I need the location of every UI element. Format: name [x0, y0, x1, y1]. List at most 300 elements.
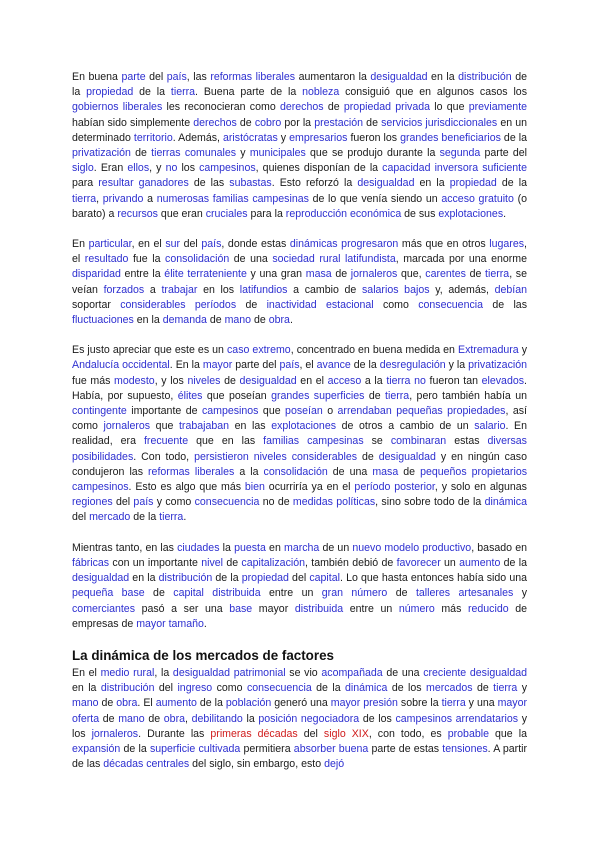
text-run: , el — [299, 359, 317, 372]
glossary-link[interactable]: diversas posibilidades — [72, 435, 527, 463]
glossary-link[interactable]: mercado — [89, 511, 131, 524]
glossary-link[interactable]: consecuencia — [194, 496, 260, 509]
text-run: de — [236, 116, 255, 129]
glossary-link[interactable]: base — [229, 602, 253, 615]
glossary-link[interactable]: campesinos — [199, 162, 256, 175]
text-run: y la — [445, 359, 469, 372]
glossary-link[interactable]: nivel — [201, 556, 224, 569]
text-run: de — [398, 465, 421, 478]
glossary-link[interactable]: privando — [102, 192, 144, 205]
glossary-link[interactable]: número — [398, 602, 435, 615]
text-run: para — [72, 177, 99, 190]
text-run: consiguió que en algunos casos los — [339, 86, 527, 99]
glossary-link[interactable]: no — [165, 162, 178, 175]
glossary-link[interactable]: consecuencia — [418, 298, 484, 311]
glossary-link[interactable]: dinámica — [484, 496, 527, 509]
glossary-link[interactable]: nuevo modelo productivo — [352, 541, 472, 554]
text-run: y — [277, 131, 290, 144]
text-run: de — [130, 147, 152, 160]
glossary-link[interactable]: favorecer — [396, 556, 441, 569]
glossary-link[interactable]: país — [133, 496, 154, 509]
text-run: de los — [387, 682, 427, 695]
glossary-link[interactable]: obra — [163, 712, 185, 725]
glossary-link[interactable]: ellos — [127, 162, 150, 175]
text-run: entre un — [260, 587, 322, 600]
text-run: , el — [72, 238, 527, 266]
text-run: no de — [259, 496, 293, 509]
glossary-link[interactable]: lugares — [489, 238, 525, 251]
glossary-link[interactable]: debilitando — [191, 712, 243, 725]
text-run: de — [144, 587, 174, 600]
text-run: les reconocieran como — [162, 101, 280, 114]
text-run: ocurriría ya en el — [264, 481, 355, 494]
glossary-link[interactable]: empresarios — [289, 131, 348, 144]
text-run: del siglo, sin embargo, esto — [189, 758, 325, 771]
text-run: se vio — [285, 666, 322, 679]
glossary-link[interactable]: inactividad estacional — [266, 298, 374, 311]
text-run: , concentrado en buena medida en — [290, 344, 458, 357]
text-run: , — [96, 192, 103, 205]
text-run: Mientras tanto, en las — [72, 541, 178, 554]
text-run: se — [363, 435, 391, 448]
glossary-link[interactable]: capacidad inversora suficiente — [382, 162, 527, 175]
glossary-link[interactable]: acceso — [327, 374, 362, 387]
text-run: fue la — [128, 253, 166, 266]
paragraph-mercados-factores — [72, 666, 527, 772]
glossary-link[interactable]: jornaleros — [103, 420, 151, 433]
glossary-link[interactable]: puesta — [234, 541, 266, 554]
text-run: . A partir de las — [72, 742, 528, 771]
text-run: de lo que venía siendo un — [308, 192, 442, 205]
text-run: y — [236, 147, 250, 160]
glossary-link[interactable]: contingente — [72, 405, 127, 418]
glossary-link[interactable]: carentes — [425, 268, 466, 281]
glossary-link[interactable]: privatización — [72, 147, 131, 160]
text-run: sobre la — [397, 697, 442, 710]
glossary-link[interactable]: aumento — [459, 556, 501, 569]
text-run: de empresas de — [72, 602, 527, 630]
text-run: . Buena parte de la — [195, 86, 303, 99]
glossary-link[interactable]: Extremadura — [458, 344, 519, 357]
text-run: de — [364, 389, 386, 402]
text-run: a — [143, 192, 157, 205]
glossary-link[interactable]: tierra — [441, 697, 466, 710]
text-run: que — [150, 420, 179, 433]
text-run: de la — [500, 131, 527, 144]
text-run: , y — [149, 162, 166, 175]
glossary-link[interactable]: masa — [372, 465, 399, 478]
text-run: en un determinado — [72, 116, 528, 144]
glossary-link[interactable]: talleres artesanales — [415, 587, 514, 600]
text-run: de una — [229, 253, 273, 266]
glossary-link[interactable]: tierra — [493, 682, 518, 695]
text-run: de la — [311, 682, 346, 695]
text-run: , — [184, 712, 192, 725]
glossary-link[interactable]: gobiernos liberales — [72, 101, 163, 114]
glossary-link[interactable]: explotaciones — [438, 207, 504, 220]
glossary-link[interactable]: mano — [118, 712, 145, 725]
glossary-link[interactable]: desigualdad — [357, 177, 415, 190]
glossary-link[interactable]: distribución — [458, 71, 512, 83]
text-run: y en ningún caso condujeron las — [72, 450, 527, 478]
text-run: , así como — [72, 405, 528, 433]
text-run: la — [219, 541, 235, 554]
glossary-link[interactable]: prestación — [314, 116, 364, 129]
glossary-link[interactable]: desigualdad — [72, 572, 130, 585]
text-run: como — [373, 298, 419, 311]
glossary-link[interactable]: capitalización — [241, 556, 306, 569]
glossary-link[interactable]: comerciantes — [72, 602, 135, 615]
glossary-link[interactable]: trabajaban — [178, 420, 230, 433]
glossary-link[interactable]: sociedad rural latifundista — [272, 253, 396, 266]
glossary-link[interactable]: servicios jurisdiccionales — [381, 116, 498, 129]
text-run: , y los — [154, 374, 188, 387]
glossary-link[interactable]: probable — [447, 727, 489, 740]
paragraph-ciudades — [72, 541, 527, 632]
glossary-link[interactable]: frecuente — [143, 435, 189, 448]
glossary-link[interactable]: demanda — [162, 314, 207, 327]
glossary-link[interactable]: mayor tamaño — [136, 617, 204, 630]
text-run: por la — [281, 116, 315, 129]
glossary-link[interactable]: familias campesinas — [263, 435, 364, 448]
text-run: que poseían — [202, 389, 272, 402]
glossary-link[interactable]: obra — [268, 314, 290, 327]
text-run: de otros a cambio de un — [336, 420, 475, 433]
text-run: a la — [361, 374, 387, 387]
text-run: que, — [397, 268, 426, 281]
glossary-link[interactable]: masa — [305, 268, 332, 281]
text-run: que — [258, 405, 286, 418]
text-run: . Esto es algo que más — [128, 481, 245, 494]
glossary-link[interactable]: segunda — [439, 147, 481, 160]
text-run: de — [251, 314, 269, 327]
text-run: mayor — [252, 602, 295, 615]
text-run: más — [434, 602, 468, 615]
glossary-link[interactable]: siglo — [72, 162, 94, 175]
text-run: , pero también había un — [409, 389, 527, 402]
glossary-link[interactable]: tierra — [159, 511, 184, 524]
glossary-link[interactable]: aristócratas — [223, 131, 278, 144]
text-run: . Eran — [93, 162, 128, 175]
paragraph-reformas-liberales — [72, 70, 527, 222]
text-run: Es justo apreciar que este es un — [72, 344, 227, 357]
glossary-link[interactable]: distribución — [100, 682, 155, 695]
text-run: , también debió de — [305, 556, 397, 569]
text-run: en los — [197, 283, 240, 296]
glossary-link[interactable]: particular — [88, 238, 132, 251]
text-run: . — [503, 207, 507, 220]
text-run: parte del — [232, 359, 280, 372]
text-run: . Además, — [172, 131, 224, 144]
glossary-link[interactable]: élite terrateniente — [164, 268, 247, 281]
glossary-link[interactable]: no — [414, 374, 426, 387]
glossary-link[interactable]: tierra — [485, 268, 510, 281]
glossary-link[interactable]: forzados — [103, 283, 145, 296]
text-run: pasó a ser una — [135, 602, 230, 615]
glossary-link[interactable]: campesinos — [201, 405, 259, 418]
glossary-link[interactable]: desigualdad — [239, 374, 297, 387]
glossary-link[interactable]: previamente — [468, 101, 528, 114]
glossary-link[interactable]: derechos — [279, 101, 324, 114]
text-run: de — [236, 298, 267, 311]
text-run: y los — [72, 712, 528, 740]
text-run: del — [145, 71, 167, 83]
text-run: de una — [327, 465, 373, 478]
glossary-link[interactable]: tierras comunales — [151, 147, 237, 160]
glossary-link[interactable]: explotaciones — [271, 420, 337, 433]
text-run: y como — [153, 496, 195, 509]
glossary-link[interactable]: sur — [165, 238, 181, 251]
text-run: , se veían — [72, 268, 527, 296]
glossary-link[interactable]: élites — [177, 389, 203, 402]
glossary-link[interactable]: posición negociadora — [258, 712, 360, 725]
glossary-link[interactable]: poseían — [285, 405, 323, 418]
text-run: de la — [350, 359, 380, 372]
glossary-link[interactable]: desigualdad — [370, 71, 428, 83]
glossary-link[interactable]: cobro — [254, 116, 282, 129]
glossary-link[interactable]: distribuida — [294, 602, 344, 615]
glossary-link[interactable]: consolidación — [263, 465, 328, 478]
glossary-link[interactable]: pequeña base — [72, 587, 145, 600]
glossary-link[interactable]: tierra — [386, 374, 411, 387]
glossary-link[interactable]: propiedad — [449, 177, 497, 190]
glossary-link[interactable]: grandes superficies — [271, 389, 365, 402]
text-run: importante de — [126, 405, 202, 418]
text-run: que la — [488, 727, 527, 740]
glossary-link[interactable]: combinaran — [390, 435, 447, 448]
text-run: estas — [446, 435, 488, 448]
text-run: . Había, por supuesto, — [72, 374, 527, 402]
text-run: en la — [133, 314, 163, 327]
glossary-link[interactable]: avance — [316, 359, 351, 372]
text-run: . Lo que hasta entonces había sido una — [339, 572, 528, 585]
glossary-link[interactable]: absorber buena — [293, 742, 369, 755]
glossary-link[interactable]: gran número — [321, 587, 388, 600]
text-run: , con todo, es — [368, 727, 448, 740]
text-run: para la — [247, 207, 286, 220]
glossary-link[interactable]: numerosas familias campesinas — [156, 192, 309, 205]
glossary-link[interactable]: trabajar — [161, 283, 198, 296]
glossary-link[interactable]: acceso gratuito — [441, 192, 514, 205]
glossary-link[interactable]: regiones — [72, 496, 113, 509]
text-run: y una gran — [246, 268, 306, 281]
text-run: habían sido simplemente — [72, 116, 194, 129]
glossary-link[interactable]: mayor presión — [330, 697, 398, 710]
text-run: , marcada por una enorme — [395, 253, 527, 266]
text-run: . El — [137, 697, 156, 710]
text-run: de una — [382, 666, 424, 679]
text-run: entre la — [120, 268, 165, 281]
glossary-link[interactable]: pequeños propietarios campesinos — [72, 465, 528, 494]
text-run: fueron tan — [425, 374, 482, 387]
glossary-link[interactable]: consecuencia — [246, 682, 312, 695]
glossary-link[interactable]: fábricas — [72, 556, 110, 569]
text-run: de la — [72, 71, 527, 99]
glossary-link[interactable]: distribución — [158, 572, 213, 585]
text-run: . — [183, 511, 187, 524]
glossary-link[interactable]: jornaleros — [91, 727, 139, 740]
document-page — [72, 70, 527, 787]
text-run: que se produjo durante la — [305, 147, 440, 160]
text-run: de la — [196, 697, 226, 710]
glossary-link[interactable]: territorio — [133, 131, 173, 144]
text-run: en las — [229, 420, 272, 433]
text-run: del — [72, 511, 90, 524]
text-run: de — [144, 712, 164, 725]
text-run: de — [98, 697, 117, 710]
glossary-link[interactable]: mayor — [202, 359, 233, 372]
glossary-link[interactable]: recursos — [117, 207, 158, 220]
text-run: y — [518, 344, 527, 357]
glossary-link[interactable]: tierra — [72, 192, 97, 205]
text-run: a la — [234, 465, 264, 478]
text-run: de — [465, 268, 486, 281]
glossary-link[interactable]: municipales — [249, 147, 306, 160]
text-run: de la — [500, 556, 527, 569]
glossary-link[interactable]: arrendaban — [337, 405, 392, 418]
glossary-link[interactable]: dinámica — [345, 682, 388, 695]
text-run: de los — [359, 712, 396, 725]
text-run: parte del — [480, 147, 528, 160]
glossary-link[interactable]: modesto — [114, 374, 155, 387]
glossary-link[interactable]: bien — [244, 481, 265, 494]
glossary-link[interactable]: población — [225, 697, 272, 710]
text-run: un — [440, 556, 460, 569]
glossary-link[interactable]: derechos — [193, 116, 237, 129]
glossary-link[interactable]: pequeñas propiedades — [396, 405, 506, 418]
glossary-link[interactable]: jornaleros — [350, 268, 398, 281]
glossary-link[interactable]: reformas liberales — [148, 465, 235, 478]
glossary-link[interactable]: tierra — [385, 389, 410, 402]
glossary-link[interactable]: niveles — [187, 374, 221, 387]
glossary-link[interactable]: privatización — [468, 359, 528, 372]
text-run: de — [472, 682, 494, 695]
glossary-link[interactable]: capital — [309, 572, 340, 585]
glossary-link[interactable]: subastas — [229, 177, 272, 190]
glossary-link[interactable]: cruciales — [205, 207, 248, 220]
text-run: , la — [154, 666, 173, 679]
glossary-link[interactable]: resultar ganadores — [98, 177, 189, 190]
glossary-link[interactable]: mercados — [426, 682, 473, 695]
glossary-link[interactable]: superficie cultivada — [149, 742, 241, 755]
glossary-link[interactable]: mano — [224, 314, 252, 327]
glossary-link[interactable]: desigualdad patrimonial — [172, 666, 286, 679]
text-run: (o barato) a — [72, 192, 528, 220]
text-run: soportar — [72, 298, 121, 311]
glossary-link[interactable]: país — [201, 238, 222, 251]
text-run: a cambio de — [287, 283, 362, 296]
glossary-link[interactable]: latifundios — [239, 283, 288, 296]
text-run: en la — [72, 682, 101, 695]
glossary-link[interactable]: mayor oferta — [72, 697, 528, 725]
text-run: los — [177, 162, 200, 175]
glossary-link[interactable]: período posterior — [354, 481, 435, 494]
glossary-link[interactable]: consolidación — [165, 253, 230, 266]
glossary-link[interactable]: aumento — [155, 697, 197, 710]
glossary-link[interactable]: siglo XIX — [323, 727, 369, 740]
glossary-link[interactable]: dejó — [324, 758, 345, 771]
glossary-link[interactable]: dinámicas progresaron — [289, 238, 399, 251]
glossary-link[interactable]: medio rural — [100, 666, 155, 679]
text-run: en la — [414, 177, 450, 190]
text-run: del — [112, 496, 134, 509]
glossary-link[interactable]: tierra — [170, 86, 196, 99]
glossary-link[interactable]: salarios bajos — [362, 283, 430, 296]
glossary-link[interactable]: considerables períodos — [120, 298, 237, 311]
glossary-link[interactable]: creciente desigualdad — [423, 666, 528, 679]
glossary-link[interactable]: primeras décadas — [210, 727, 298, 740]
glossary-link[interactable]: campesinos arrendatarios — [395, 712, 519, 725]
text-run: de la — [212, 572, 242, 585]
glossary-link[interactable]: capital distribuida — [173, 587, 261, 600]
text-run: , sino sobre todo de la — [375, 496, 485, 509]
text-run: del — [288, 572, 310, 585]
glossary-link[interactable]: caso extremo — [227, 344, 291, 357]
glossary-link[interactable]: mano — [72, 697, 99, 710]
glossary-link[interactable]: país — [166, 71, 187, 83]
glossary-link[interactable]: reducido — [467, 602, 509, 615]
glossary-link[interactable]: propiedad — [86, 86, 134, 99]
glossary-link[interactable]: disparidad — [72, 268, 121, 281]
glossary-link[interactable]: marcha — [284, 541, 320, 554]
glossary-link[interactable]: ingreso — [177, 682, 213, 695]
glossary-link[interactable]: persistieron niveles considerables — [194, 450, 358, 463]
text-run: , quienes disponían de la — [255, 162, 383, 175]
text-run: de — [220, 374, 240, 387]
text-run: . Durante las — [138, 727, 211, 740]
glossary-link[interactable]: desigualdad — [378, 450, 436, 463]
glossary-link[interactable]: Andalucía occidental — [72, 359, 170, 372]
text-run: que eran — [157, 207, 206, 220]
glossary-link[interactable]: medidas políticas — [292, 496, 376, 509]
glossary-link[interactable]: debían — [494, 283, 528, 296]
glossary-link[interactable]: fluctuaciones — [72, 314, 134, 327]
text-run: y — [513, 587, 528, 600]
glossary-link[interactable]: propiedad — [241, 572, 289, 585]
text-run: o — [322, 405, 338, 418]
glossary-link[interactable]: elevados — [481, 374, 525, 387]
glossary-link[interactable]: parte — [121, 71, 146, 83]
glossary-link[interactable]: décadas centrales — [103, 758, 190, 771]
glossary-link[interactable]: nobleza — [302, 86, 340, 99]
section-heading: La dinámica de los mercados de factores — [72, 647, 334, 663]
glossary-link[interactable]: salario — [474, 420, 506, 433]
glossary-link[interactable]: tensiones — [442, 742, 488, 755]
glossary-link[interactable]: obra — [116, 697, 138, 710]
glossary-link[interactable]: acompañada — [321, 666, 383, 679]
text-run: en el — [296, 374, 328, 387]
glossary-link[interactable]: expansión — [72, 742, 121, 755]
text-run: de la — [496, 177, 527, 190]
glossary-link[interactable]: resultado — [84, 253, 129, 266]
text-run: del — [154, 682, 178, 695]
text-run: fueron los — [347, 131, 401, 144]
text-run: de la — [130, 511, 160, 524]
glossary-link[interactable]: país — [279, 359, 300, 372]
text-run: . — [289, 314, 293, 327]
text-run: de las — [188, 177, 230, 190]
glossary-link[interactable]: reformas liberales — [210, 71, 296, 83]
text-run: con un importante — [109, 556, 202, 569]
text-run: . Con todo, — [133, 450, 195, 463]
glossary-link[interactable]: grandes beneficiarios — [400, 131, 501, 144]
glossary-link[interactable]: reproducción económica — [285, 207, 402, 220]
glossary-link[interactable]: propiedad privada — [343, 101, 431, 114]
text-run: en — [265, 541, 284, 554]
glossary-link[interactable]: ciudades — [177, 541, 220, 554]
text-run: En — [72, 238, 89, 251]
glossary-link[interactable]: desregulación — [379, 359, 446, 372]
